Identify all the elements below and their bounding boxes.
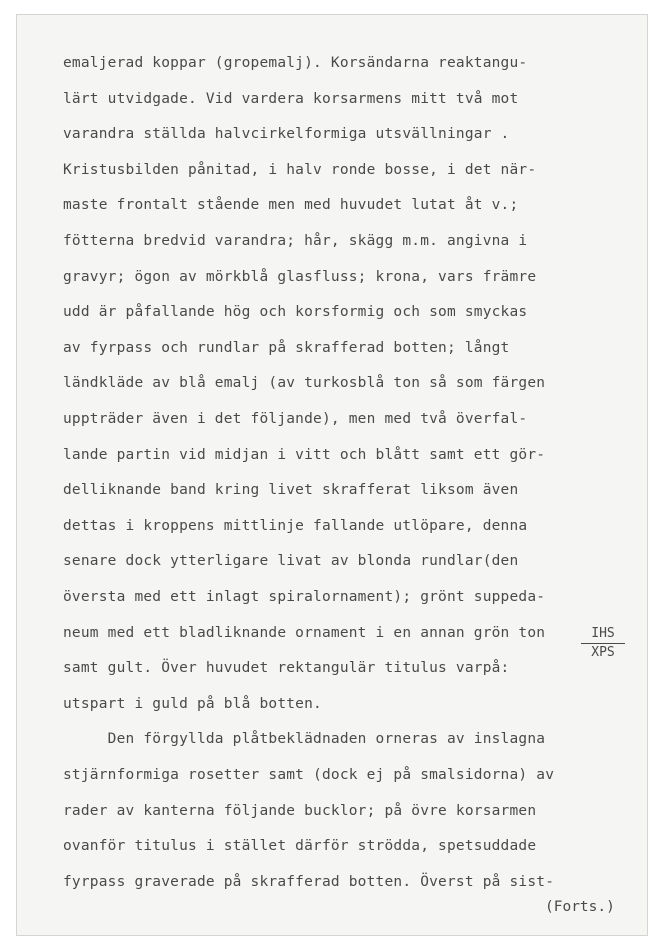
text-line: översta med ett inlagt spiralornament); grönt suppeda- [63,589,546,605]
text-line: uppträder även i det följande), men med två överfal- [63,411,528,427]
text-line: fötterna bredvid varandra; hår, skägg m.m. angivna i [63,233,528,249]
titulus-top: IHS [581,625,625,644]
text-line: ovanför titulus i stället därför strödda, spetsuddade [63,838,537,855]
text-line: neum med ett bladliknande ornament i en annan grön ton [63,624,546,641]
text-line: rader av kanterna följande bucklor; på övre korsarmen [63,802,537,819]
text-line: lärt utvidgade. Vid vardera korsarmens mitt två mot [63,90,519,107]
text-line: gravyr; ögon av mörkblå glasfluss; krona, vars främre [63,268,537,285]
typewritten-page [16,14,648,936]
text-line: Den förgyllda plåtbeklädnaden orneras av inslagna [63,731,546,748]
text-line: maste frontalt stående men med huvudet lutat åt v.; [63,197,519,214]
text-line: varandra ställda halvcirkelformiga utsvällningar . [63,126,510,143]
text-line: Kristusbilden pånitad, i halv ronde bosse, i det när- [63,161,537,178]
text-line: utspart i guld på blå botten. [63,695,322,712]
text-line: dettas i kroppens mittlinje fallande utlöpare, denna [63,517,528,534]
titulus-inscription [581,625,625,662]
text-line: av fyrpass och rundlar på skrafferad botten; långt [63,339,510,356]
continuation-note: (Forts.) [545,899,615,915]
text-line: fyrpass graverade på skrafferad botten. Överst på sist- [63,873,555,890]
text-line: udd är påfallande hög och korsformig och som smyckas [63,304,528,321]
text-line: ländkläde av blå emalj (av turkosblå ton så som färgen [63,375,546,392]
text-line: delliknande band kring livet skrafferat liksom även [63,482,519,499]
titulus-bottom: XPS [591,645,615,660]
text-line: lande partin vid midjan i vitt och blått samt ett gör- [63,446,546,463]
text-line: samt gult. Över huvudet rektangulär titulus varpå: [63,660,510,677]
text-line: senare dock ytterligare livat av blonda rundlar(den [63,553,519,570]
text-line: emaljerad koppar (gropemalj). Korsändarna reaktangu- [63,55,528,71]
text-line: stjärnformiga rosetter samt (dock ej på smalsidorna) av [63,767,555,783]
